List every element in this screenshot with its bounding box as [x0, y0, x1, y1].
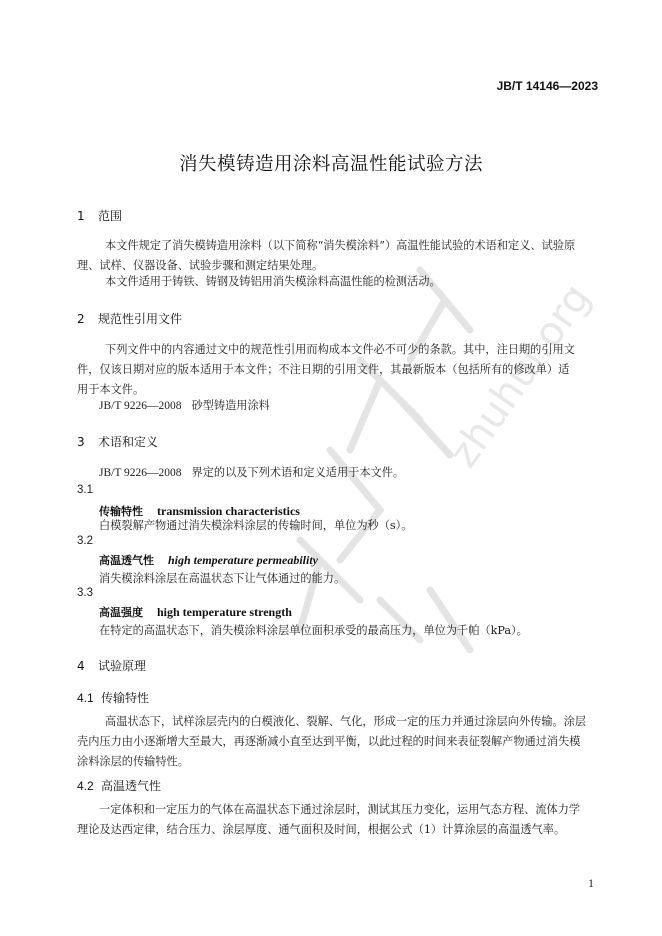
term-heading	[99, 552, 318, 568]
term-zh: 传输特性	[99, 505, 143, 518]
term-definition: 白模裂解产物通过消失模涂料涂层的传输时间，单位为秒（s）。	[99, 519, 413, 532]
section-1-paragraph-1	[77, 236, 602, 276]
text-line: 理论及达西定律，结合压力、涂层厚度、通气面积及时间，根据公式（1）计算涂层的高温透气率。	[77, 823, 566, 836]
text-line: 本文件适用于铸铁、铸钢及铸铝用消失模涂料高温性能的检测活动。	[105, 275, 441, 288]
section-number: 4	[77, 659, 85, 673]
section-2-heading	[77, 310, 182, 327]
section-3-heading	[77, 433, 158, 450]
page-number: 1	[588, 876, 594, 890]
subsection-title: 传输特性	[101, 691, 150, 705]
text-line: 用于本文件。	[77, 383, 145, 396]
text-line: 涂料涂层的传输特性。	[77, 755, 189, 768]
subsection-4-2-heading	[77, 777, 161, 794]
section-title: 术语和定义	[98, 435, 159, 449]
standard-number: JB/T 14146—2023	[496, 79, 598, 93]
term-heading	[99, 604, 292, 620]
section-2-paragraph	[77, 340, 602, 400]
text-line: 件，仅该日期对应的版本适用于本文件；不注日期的引用文件，其最新版本（包括所有的修改单）适	[77, 363, 570, 376]
document-title: 消失模铸造用涂料高温性能试验方法	[178, 154, 483, 175]
term-number: 3.2	[77, 535, 93, 547]
term-zh: 高温透气性	[99, 554, 154, 567]
text-line: 高温状态下，试样涂层壳内的白模液化、裂解、气化，形成一定的压力并通过涂层向外传输。涂层	[105, 715, 587, 728]
term-en: high temperature permeability	[168, 553, 318, 567]
section-1-paragraph-2	[77, 272, 602, 292]
subsection-4-1-paragraph	[77, 712, 602, 772]
section-title: 范围	[98, 209, 123, 223]
svg-text:zhuhui.org: zhuhui.org	[440, 275, 600, 476]
term-number: 3.3	[77, 587, 93, 599]
subsection-title: 高温透气性	[101, 779, 162, 793]
text-line: 本文件规定了消失模铸造用涂料（以下简称“消失模涂料”）高温性能试验的术语和定义、试验原	[105, 239, 576, 252]
section-title: 规范性引用文件	[98, 312, 183, 326]
reference-title: 砂型铸造用涂料	[191, 399, 270, 412]
subsection-number: 4.2	[77, 779, 94, 793]
subsection-4-2-paragraph	[77, 800, 602, 840]
subsection-4-1-heading	[77, 689, 149, 706]
section-number: 2	[77, 312, 85, 326]
text-line: 壳内压力由小逐渐增大至最大，再逐渐减小直至达到平衡，以此过程的时间来表征裂解产物通过消失模	[77, 735, 581, 748]
reference-code: JB/T 9226—2008	[99, 400, 182, 412]
reference-code: JB/T 9226—2008	[99, 467, 182, 479]
terms-intro	[99, 464, 404, 480]
intro-text: 界定的以及下列术语和定义适用于本文件。	[191, 466, 405, 479]
text-line: 下列文件中的内容通过文中的规范性引用而构成本文件必不可少的条款。其中，注日期的引用文	[105, 343, 575, 356]
section-number: 3	[77, 435, 85, 449]
section-1-heading	[77, 207, 122, 224]
term-en: transmission characteristics	[157, 504, 300, 518]
section-number: 1	[77, 209, 85, 223]
term-en: high temperature strength	[157, 605, 292, 619]
term-definition: 在特定的高温状态下，消失模涂料涂层单位面积承受的最高压力，单位为千帕（kPa）。	[99, 624, 528, 637]
text-line: 一定体积和一定压力的气体在高温状态下通过涂层时，测试其压力变化，运用气态方程、流体力学	[99, 803, 581, 816]
term-definition: 消失模涂料涂层在高温状态下让气体通过的能力。	[99, 572, 346, 585]
term-number: 3.1	[77, 484, 93, 496]
section-4-heading	[77, 657, 146, 674]
term-zh: 高温强度	[99, 606, 143, 619]
subsection-number: 4.1	[77, 691, 94, 705]
text-line: 理、试样、仪器设备、试验步骤和测定结果处理。	[77, 259, 324, 272]
normative-reference	[99, 397, 270, 413]
section-title: 试验原理	[98, 659, 147, 673]
